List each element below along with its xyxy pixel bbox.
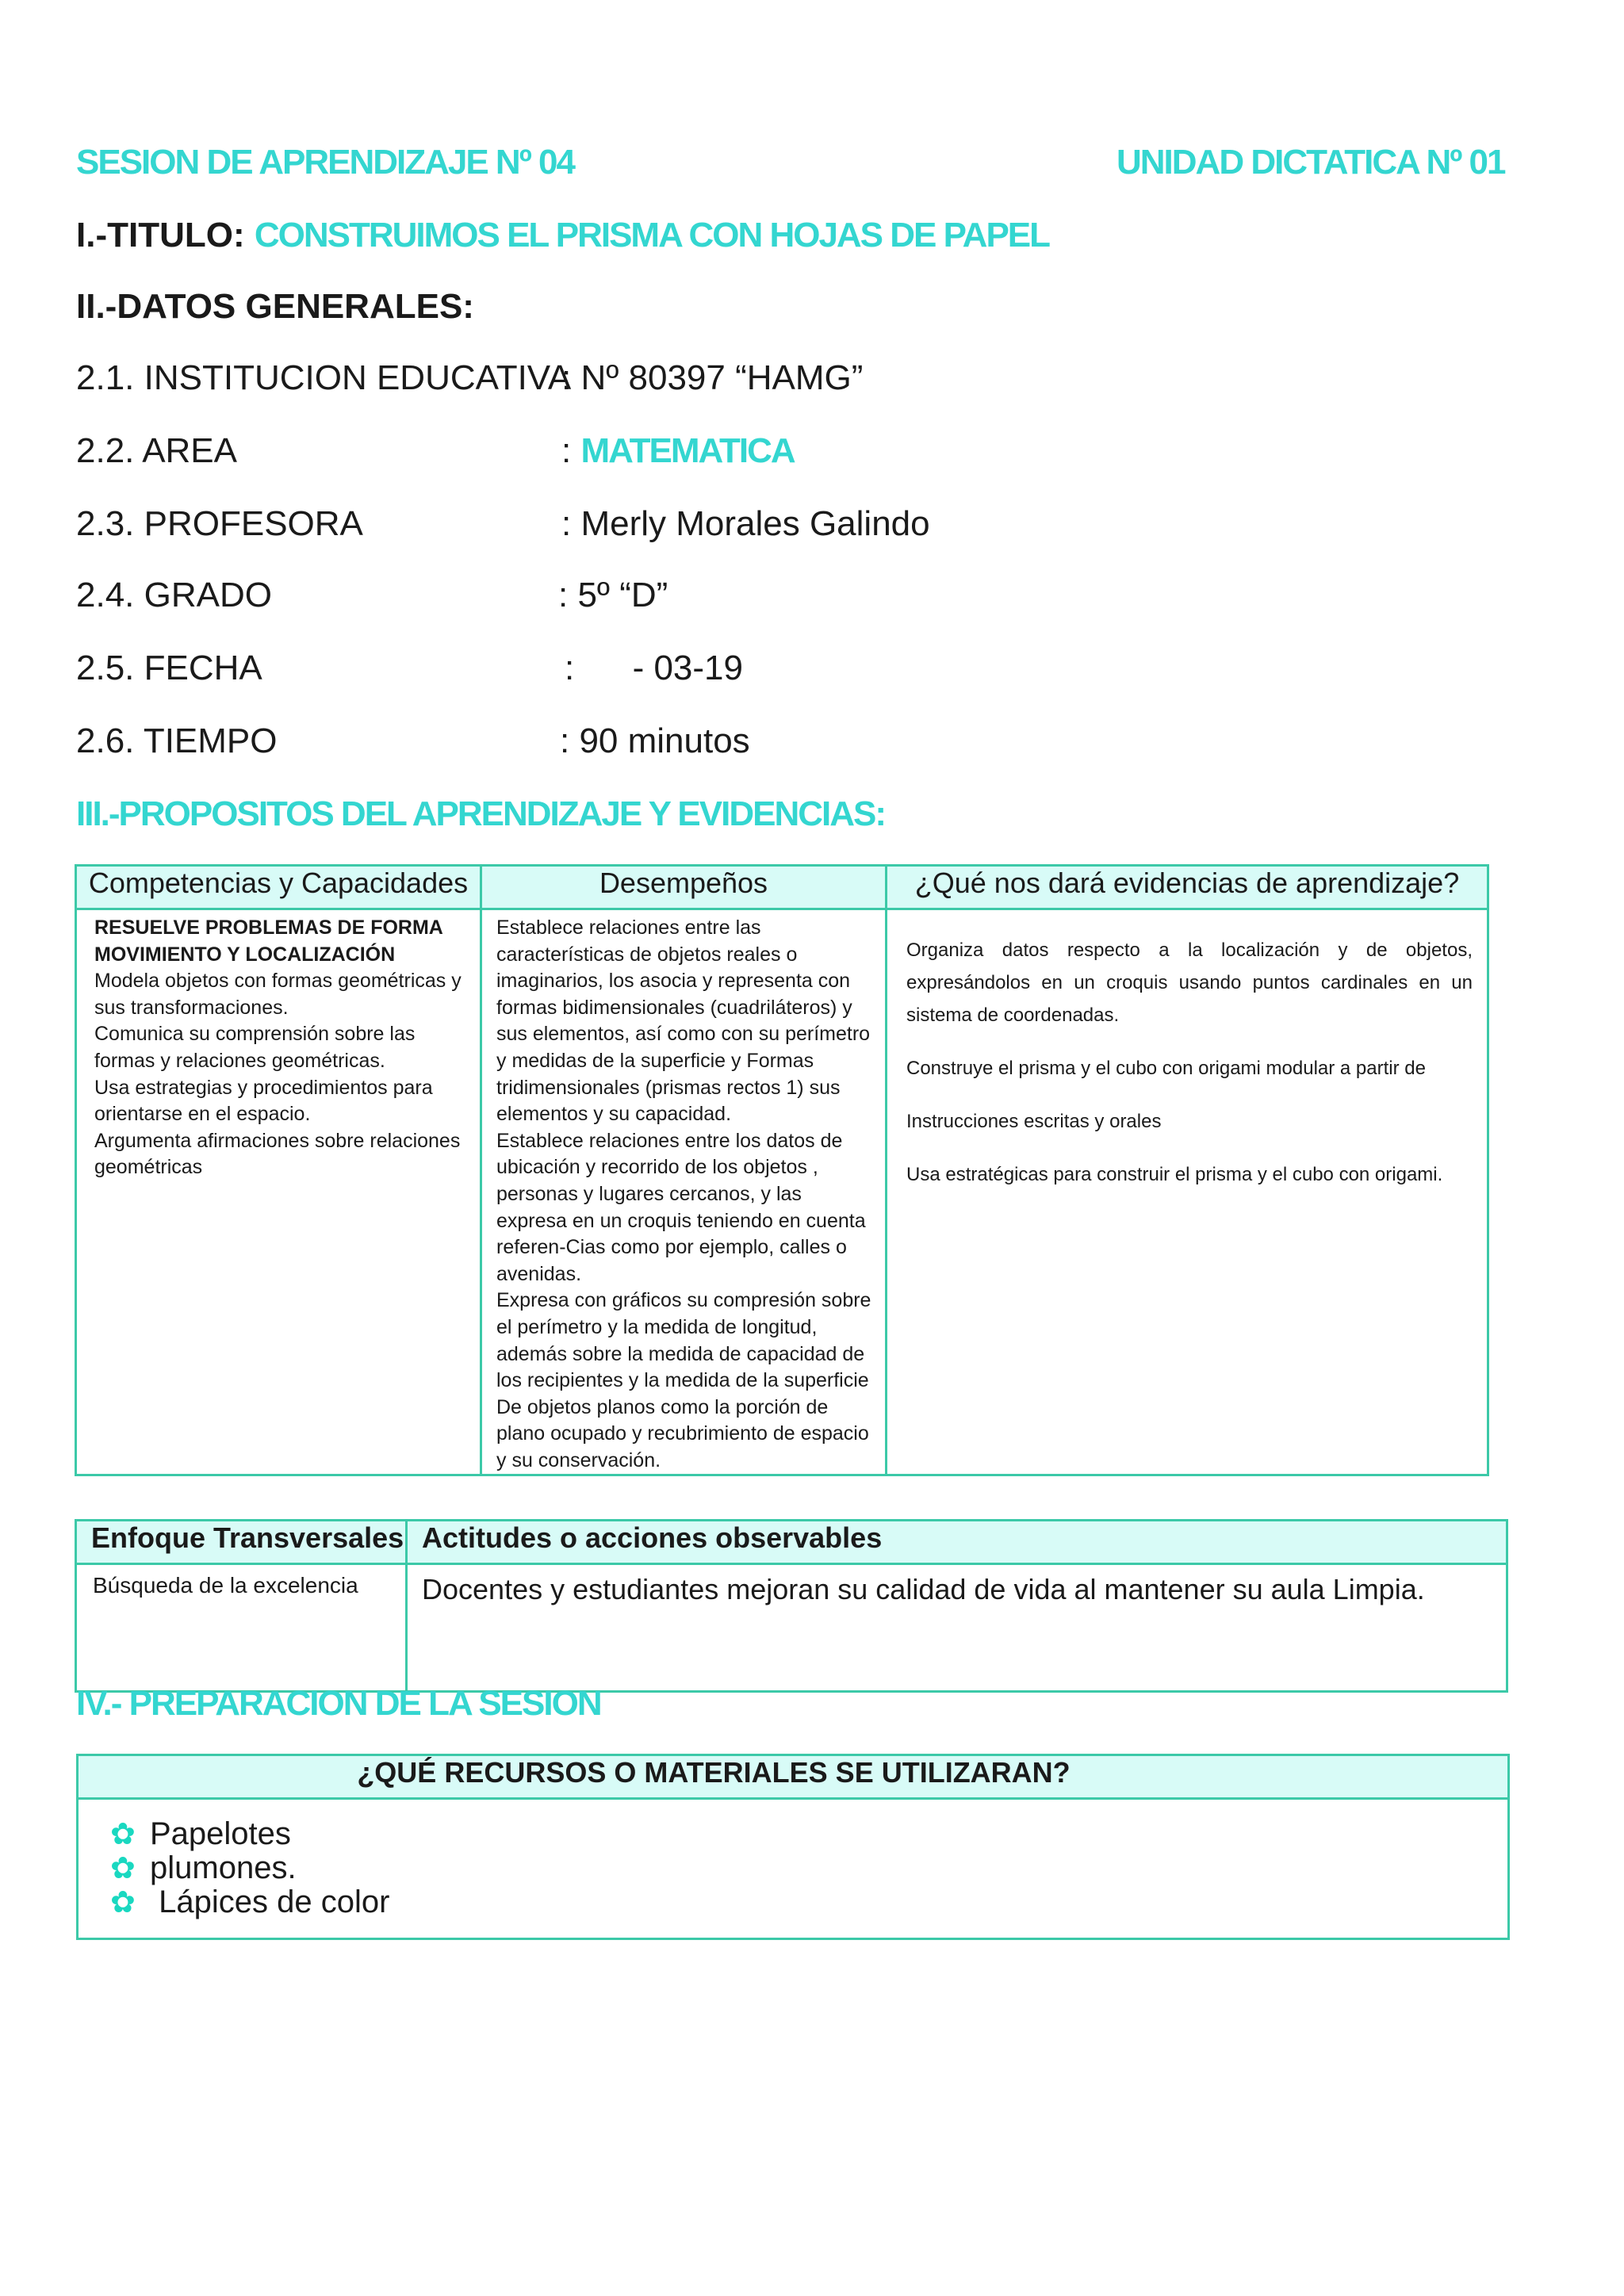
table-row xyxy=(76,909,1488,1475)
list-item xyxy=(110,1817,1507,1851)
flower-bullet-icon: ✿ xyxy=(110,1886,136,1919)
general-row-teacher xyxy=(0,504,1031,549)
purposes-table xyxy=(75,864,1489,1476)
performances-cell xyxy=(481,909,887,1475)
general-row-date xyxy=(0,649,1031,693)
purposes-heading: III.-PROPOSITOS DEL APRENDIZAJE Y EVIDENCIAS: xyxy=(76,794,886,833)
title-line xyxy=(76,216,1049,255)
approach-cell: Búsqueda de la excelencia xyxy=(76,1564,407,1692)
list-item xyxy=(110,1851,1507,1885)
capacity-item: Usa estrategias y procedimientos para orientarse en el espacio. xyxy=(94,1076,433,1126)
performance-item: Establece relaciones entre las características de objetos reales o imaginarios, los asocia y representa con formas bidimensionales (cuadriláteros) y sus elementos, así como con su perímetro y medidas de la superficie y Formas tridimensionales (prismas rectos 1) sus elementos y su capacidad. xyxy=(496,916,871,1126)
general-row-time xyxy=(0,721,1031,766)
row-label: 2.2. AREA xyxy=(76,431,238,470)
general-row-area xyxy=(0,431,1031,476)
action-cell: Docentes y estudiantes mejoran su calidad de vida al mantener su aula Limpia. xyxy=(407,1564,1507,1692)
materials-list xyxy=(78,1799,1509,1939)
row-label: 2.6. TIEMPO xyxy=(76,721,278,760)
transversal-table xyxy=(75,1519,1508,1693)
col-evidences: ¿Qué nos dará evidencias de aprendizaje? xyxy=(887,866,1488,909)
unit-number: UNIDAD DICTATICA Nº 01 xyxy=(1116,143,1505,182)
table-header-row xyxy=(78,1755,1509,1799)
row-label: 2.5. FECHA xyxy=(76,649,262,687)
table-row xyxy=(76,1564,1507,1692)
table-header-row xyxy=(76,866,1488,909)
col-approach: Enfoque Transversales xyxy=(76,1521,407,1564)
flower-bullet-icon: ✿ xyxy=(110,1852,136,1885)
row-value: : 5º “D” xyxy=(558,576,668,614)
area-value: MATEMATICA xyxy=(580,431,795,470)
row-label: 2.3. PROFESORA xyxy=(76,504,363,543)
capacity-item: Comunica su comprensión sobre las formas y relaciones geométricas. xyxy=(94,1023,416,1072)
capacity-item: Argumenta afirmaciones sobre relaciones geométricas xyxy=(94,1129,461,1179)
evidence-item: Construye el prisma y el cubo con origami modular a partir de xyxy=(906,1058,1426,1079)
evidences-cell xyxy=(887,909,1488,1475)
title-prefix: I.-TITULO: xyxy=(76,216,245,254)
session-number: SESION DE APRENDIZAJE Nº 04 xyxy=(76,143,574,182)
row-value xyxy=(561,431,795,471)
materials-question: ¿QUÉ RECURSOS O MATERIALES SE UTILIZARAN? xyxy=(78,1755,1509,1799)
capacity-item: Modela objetos con formas geométricas y sus transformaciones. xyxy=(94,970,462,1019)
list-item xyxy=(110,1885,1507,1919)
session-title: CONSTRUIMOS EL PRISMA CON HOJAS DE PAPEL xyxy=(254,216,1050,254)
material-label: Lápices de color xyxy=(150,1885,390,1919)
row-separator: : xyxy=(561,431,572,470)
col-competencies: Competencias y Capacidades xyxy=(76,866,481,909)
general-data-heading: II.-DATOS GENERALES: xyxy=(76,287,474,326)
material-label: Papelotes xyxy=(150,1816,291,1851)
performance-item: Establece relaciones entre los datos de ubicación y recorrido de los objetos , personas y lugares cercanos, y las expresa en un croquis teniendo en cuenta referen-Cias como por ejemplo, calles o avenidas. xyxy=(496,1129,866,1285)
col-actions: Actitudes o acciones observables xyxy=(407,1521,1507,1564)
row-value: : Nº 80397 “HAMG” xyxy=(561,358,864,397)
table-row xyxy=(78,1799,1509,1939)
general-row-grade xyxy=(0,576,1031,620)
col-performances: Desempeños xyxy=(481,866,887,909)
row-value: : Merly Morales Galindo xyxy=(561,504,930,543)
row-value: : 90 minutos xyxy=(560,721,750,760)
performance-item: Expresa con gráficos su compresión sobre el perímetro y la medida de longitud, además sobre la medida de capacidad de los recipientes y la medida de la superficie De objetos planos como la porción de plano ocupado y recubrimiento de espacio y su conservación. xyxy=(496,1289,871,1471)
preparation-heading: IV.- PREPARACION DE LA SESION xyxy=(76,1684,601,1723)
table-header-row xyxy=(76,1521,1507,1564)
evidence-item: Usa estratégicas para construir el prisma y el cubo con origami. xyxy=(906,1164,1443,1185)
general-row-institution xyxy=(0,358,1031,403)
evidence-item: Organiza datos respecto a la localización y de objetos, expresándolos en un croquis usando puntos cardinales en un sistema de coordenadas. xyxy=(906,939,1473,1026)
evidence-item: Instrucciones escritas y orales xyxy=(906,1111,1162,1132)
competencies-cell xyxy=(76,909,481,1475)
row-value: : - 03-19 xyxy=(565,649,743,687)
row-label: 2.1. INSTITUCION EDUCATIVA xyxy=(76,358,572,397)
flower-bullet-icon: ✿ xyxy=(110,1818,136,1851)
competence-title: RESUELVE PROBLEMAS DE FORMA MOVIMIENTO Y LOCALIZACIÓN xyxy=(94,916,442,966)
row-label: 2.4. GRADO xyxy=(76,576,272,614)
materials-table xyxy=(76,1754,1510,1940)
material-label: plumones. xyxy=(150,1850,297,1885)
